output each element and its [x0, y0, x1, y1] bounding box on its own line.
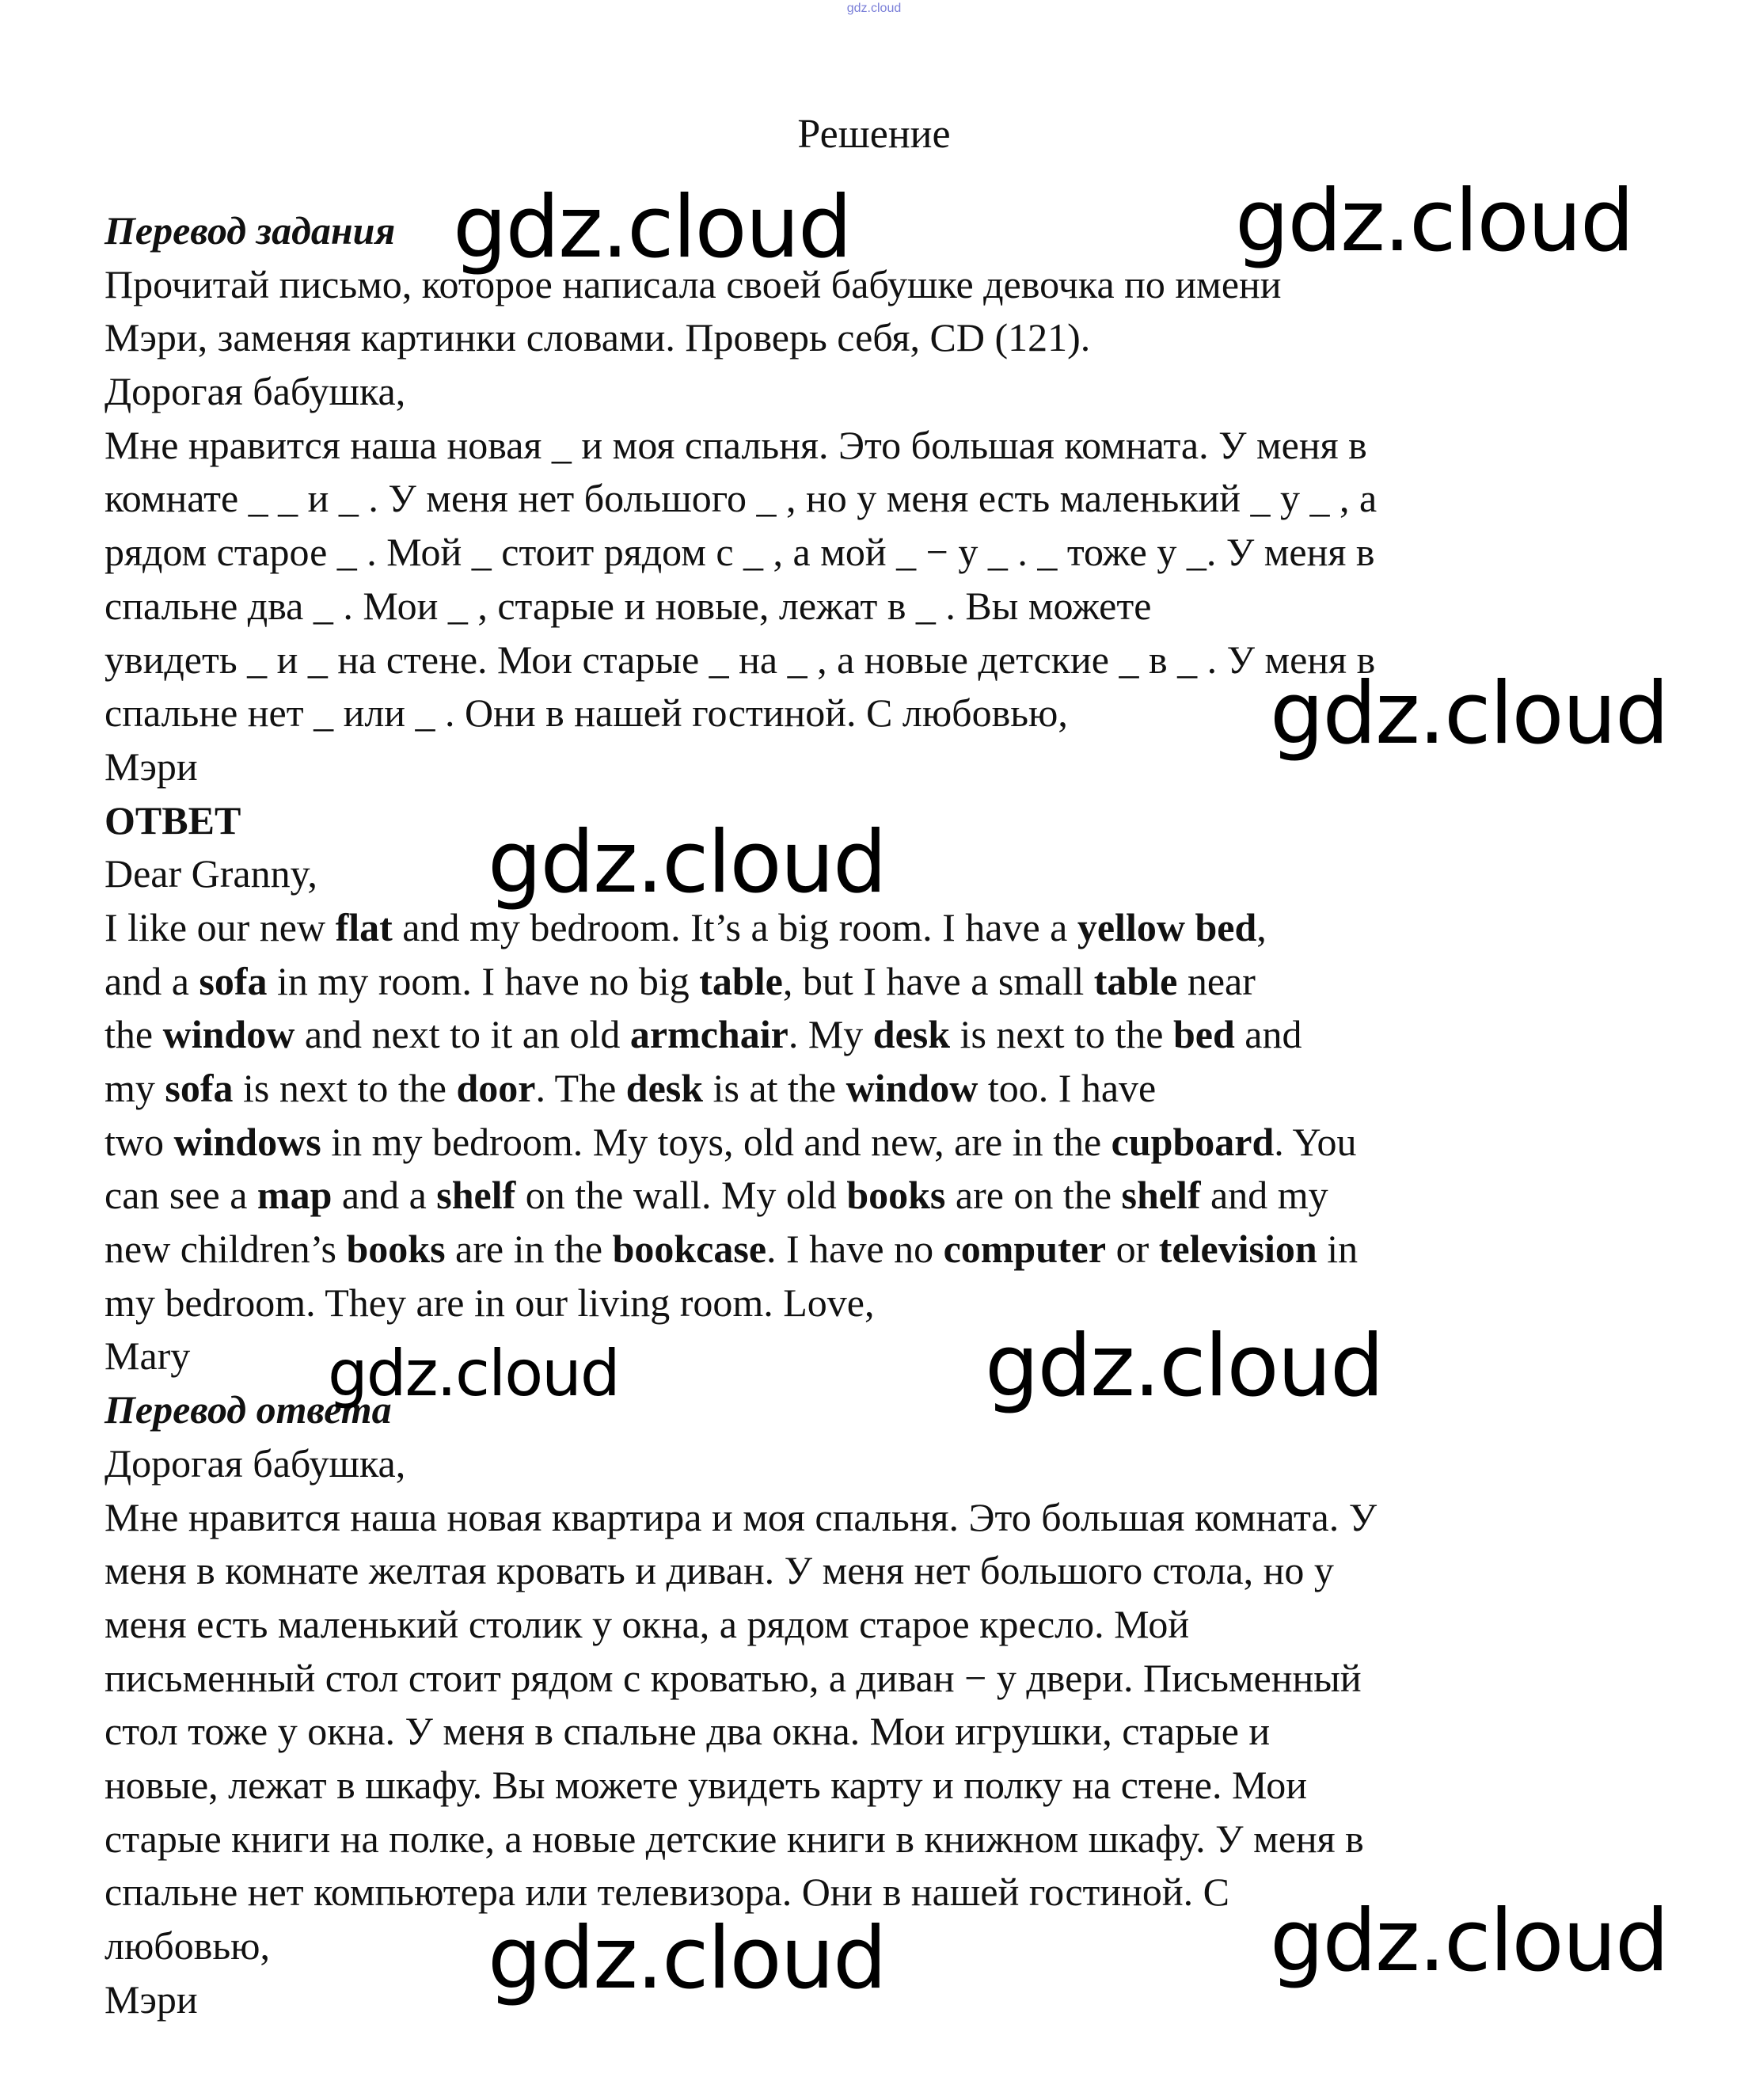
- document-body: [104, 204, 1656, 2026]
- watermark: gdz.cloud: [488, 1909, 886, 2008]
- translation-line: стол тоже у окна. У меня в спальне два окна. Мои игрушки, старые и: [104, 1709, 1271, 1754]
- answer-translation-heading: Перевод ответа: [104, 1387, 392, 1432]
- translation-line: меня в комнате желтая кровать и диван. У меня нет большого стола, но у: [104, 1548, 1334, 1593]
- watermark: gdz.cloud: [1270, 664, 1668, 763]
- translation-line: новые, лежат в шкафу. Вы можете увидеть карту и полку на стене. Мои: [104, 1762, 1307, 1807]
- answer-line: my bedroom. They are in our living room. Love,: [104, 1280, 875, 1325]
- task-translation-heading: Перевод задания: [104, 208, 396, 253]
- top-watermark: gdz.cloud: [846, 2, 902, 15]
- translation-line: Дорогая бабушка,: [104, 1440, 406, 1486]
- page-title: Решение: [797, 112, 951, 157]
- answer-line: two windows in my bedroom. My toys, old and new, are in the cupboard. You: [104, 1119, 1357, 1164]
- answer-heading: ОТВЕТ: [104, 797, 241, 843]
- task-line: рядом старое _ . Мой _ стоит рядом с _ , а мой _ − у _ . _ тоже у _. У меня в: [104, 530, 1375, 575]
- task-line: Мне нравится наша новая _ и моя спальня. Это большая комната. У меня в: [104, 422, 1367, 467]
- answer-greeting: Dear Granny,: [104, 851, 317, 896]
- answer-line: I like our new flat and my bedroom. It’s a big room. I have a yellow bed,: [104, 904, 1267, 949]
- task-line: комнате _ _ и _ . У меня нет большого _ , но у меня есть маленький _ у _ , а: [104, 476, 1378, 521]
- task-line: Мэри, заменяя картинки словами. Проверь себя, CD (121).: [104, 315, 1091, 360]
- translation-line: Мэри: [104, 1976, 198, 2022]
- task-line: спальне нет _ или _ . Они в нашей гостиной. С любовью,: [104, 690, 1068, 736]
- watermark: gdz.cloud: [488, 813, 886, 912]
- answer-line: the window and next to it an old armchair. My desk is next to the bed and: [104, 1012, 1302, 1057]
- translation-line: любовью,: [104, 1923, 271, 1968]
- task-line: спальне два _ . Мои _ , старые и новые, лежат в _ . Вы можете: [104, 583, 1152, 628]
- watermark: gdz.cloud: [1270, 1892, 1668, 1991]
- answer-line: new children’s books are in the bookcase. I have no computer or television in: [104, 1227, 1358, 1272]
- task-line: Прочитай письмо, которое написала своей бабушке девочка по имени: [104, 261, 1282, 306]
- answer-line: and a sofa in my room. I have no big table, but I have a small table near: [104, 958, 1256, 1003]
- watermark: gdz.cloud: [453, 178, 851, 277]
- translation-line: старые книги на полке, а новые детские книги в книжном шкафу. У меня в: [104, 1816, 1364, 1861]
- answer-signature: Mary: [104, 1333, 191, 1379]
- task-line: увидеть _ и _ на стене. Мои старые _ на _ , а новые детские _ в _ . У меня в: [104, 637, 1376, 682]
- answer-line: my sofa is next to the door. The desk is at the window too. I have: [104, 1066, 1157, 1110]
- answer-line: can see a map and a shelf on the wall. My old books are on the shelf and my: [104, 1173, 1328, 1218]
- watermark: gdz.cloud: [328, 1337, 619, 1410]
- watermark: gdz.cloud: [985, 1317, 1383, 1416]
- translation-line: Мне нравится наша новая квартира и моя спальня. Это большая комната. У: [104, 1494, 1378, 1539]
- translation-line: спальне нет компьютера или телевизора. Они в нашей гостиной. С: [104, 1870, 1229, 1915]
- translation-line: письменный стол стоит рядом с кроватью, а диван − у двери. Письменный: [104, 1655, 1362, 1700]
- task-line: Мэри: [104, 744, 198, 789]
- watermark: gdz.cloud: [1235, 172, 1633, 271]
- task-line: Дорогая бабушка,: [104, 369, 406, 414]
- translation-line: меня есть маленький столик у окна, а рядом старое кресло. Мой: [104, 1601, 1190, 1646]
